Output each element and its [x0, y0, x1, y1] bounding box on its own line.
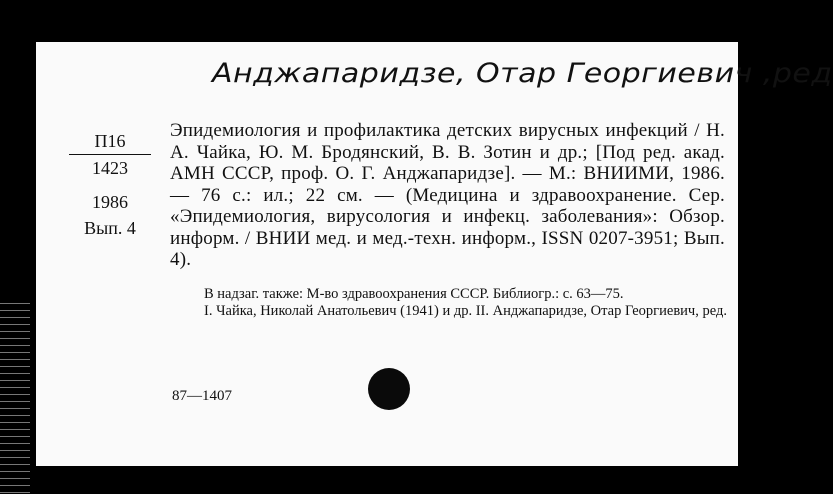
card-notes [172, 286, 729, 320]
main-entry-text: Эпидемиология и профилактика детских вирусных инфекций / Н. А. Чайка, Ю. М. Бродянский, В. В. Зотин и др.; [Под ред. акад. АМН СССР, проф. О. Г. Анджапаридзе]. — М.: ВНИИМИ, 1986. — 76 с.: ил.; 22 см. — (Медицина и здравоохранение. Сер. «Эпидемиология, вирусология и инфекц. заболевания»: Обзор. информ. / ВНИИ мед. и мед.-техн. информ., ISSN 0207-3951; Вып. 4). [170, 120, 725, 270]
shelf-mark-year: 1986 [92, 192, 128, 212]
shelf-mark-class: П16 [69, 128, 151, 155]
shelf-mark-issue: Вып. 4 [84, 218, 136, 238]
bibliographic-entry [170, 120, 725, 271]
note-bibliography: В надзаг. также: М-во здравоохранения СССР. Библиогр.: с. 63—75. [204, 286, 624, 302]
shelf-mark-number: 1423 [92, 158, 128, 178]
punch-hole [368, 368, 410, 410]
note-added-entries: I. Чайка, Николай Анатольевич (1941) и др. II. Анджапаридзе, Отар Георгиевич, ред. [204, 303, 727, 319]
handwritten-annotation: Анджапаридзе, Отар Георгиевич ,ред [212, 57, 833, 90]
shelf-mark [64, 128, 156, 241]
scan-edge-artifact [0, 300, 30, 494]
accession-number: 87—1407 [172, 388, 232, 404]
